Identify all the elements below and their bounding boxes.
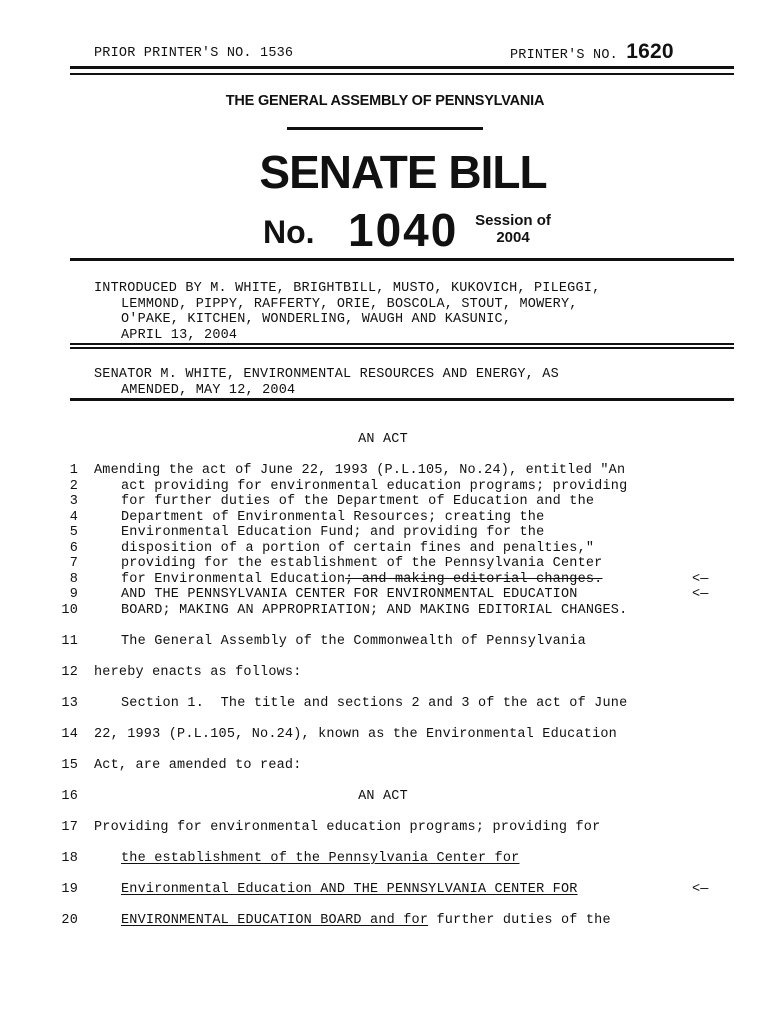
line-number: 7 <box>69 556 78 571</box>
amendment-arrow-icon: <— <box>692 587 709 602</box>
introduced-rule <box>70 343 734 345</box>
bill-line <box>121 882 578 897</box>
bill-line: Section 1. The title and sections 2 and 3 of the act of June <box>121 696 628 711</box>
committee-line: AMENDED, MAY 12, 2004 <box>121 382 296 398</box>
bill-line <box>121 851 519 866</box>
line-number: 12 <box>61 665 78 680</box>
bill-line: The General Assembly of the Commonwealth of Pennsylvania <box>121 634 586 649</box>
committee-rule <box>70 398 734 401</box>
assembly-title: THE GENERAL ASSEMBLY OF PENNSYLVANIA <box>225 93 545 109</box>
act-heading: AN ACT <box>358 432 408 447</box>
bill-line: Environmental Education Fund; and providing for the <box>121 525 545 540</box>
bill-line <box>121 913 611 928</box>
session-info <box>470 212 556 246</box>
line-number: 10 <box>61 603 78 618</box>
line-number: 20 <box>61 913 78 928</box>
printer-number-label: PRINTER'S NO. <box>510 48 618 63</box>
bill-line: Act, are amended to read: <box>94 758 302 773</box>
bill-line: Department of Environmental Resources; creating the <box>121 510 545 525</box>
bill-line: AN ACT <box>358 789 408 804</box>
bill-line: Amending the act of June 22, 1993 (P.L.105, No.24), entitled "An <box>94 463 626 478</box>
bill-line: 22, 1993 (P.L.105, No.24), known as the Environmental Education <box>94 727 617 742</box>
line-number: 11 <box>61 634 78 649</box>
bill-line: Providing for environmental education programs; providing for <box>94 820 601 835</box>
introduced-by <box>94 281 600 343</box>
line-number: 14 <box>61 727 78 742</box>
line-number: 6 <box>69 541 78 556</box>
bill-line: hereby enacts as follows: <box>94 665 302 680</box>
inserted-text: ENVIRONMENTAL EDUCATION BOARD and for <box>121 913 429 928</box>
header-rule-secondary <box>70 73 734 75</box>
bill-text: further duties of the <box>428 913 611 928</box>
line-number: 2 <box>69 479 78 494</box>
bill-number: 1040 <box>348 204 459 256</box>
prior-printer-number: PRIOR PRINTER'S NO. 1536 <box>94 46 294 61</box>
line-number: 5 <box>69 525 78 540</box>
bill-line <box>121 572 602 587</box>
bill-number-label: No. <box>263 214 315 250</box>
line-number: 4 <box>69 510 78 525</box>
session-year: 2004 <box>496 229 530 246</box>
amendment-arrow-icon: <— <box>692 882 709 897</box>
struck-text: ; and making editorial changes. <box>345 572 603 587</box>
line-number: 16 <box>61 789 78 804</box>
committee-info <box>94 367 559 398</box>
title-divider <box>287 127 483 130</box>
inserted-text: the establishment of the Pennsylvania Center for <box>121 851 520 866</box>
bill-type: SENATE BILL <box>259 146 547 198</box>
header-rule <box>70 66 734 69</box>
printer-number-value: 1620 <box>626 40 674 63</box>
bill-line: providing for the establishment of the Pennsylvania Center <box>121 556 603 571</box>
introduced-line: LEMMOND, PIPPY, RAFFERTY, ORIE, BOSCOLA, STOUT, MOWERY, <box>121 296 578 312</box>
line-number: 1 <box>69 463 78 478</box>
line-number: 15 <box>61 758 78 773</box>
line-number: 18 <box>61 851 78 866</box>
bill-line: for further duties of the Department of Education and the <box>121 494 595 509</box>
line-number: 13 <box>61 696 78 711</box>
title-rule <box>70 258 734 261</box>
committee-line: SENATOR M. WHITE, ENVIRONMENTAL RESOURCES AND ENERGY, AS <box>94 367 559 382</box>
bill-line: BOARD; MAKING AN APPROPRIATION; AND MAKING EDITORIAL CHANGES. <box>121 603 628 618</box>
bill-line: act providing for environmental education programs; providing <box>121 479 628 494</box>
bill-line: disposition of a portion of certain fines and penalties," <box>121 541 595 556</box>
bill-line: AND THE PENNSYLVANIA CENTER FOR ENVIRONMENTAL EDUCATION <box>121 587 578 602</box>
inserted-text: Environmental Education AND THE PENNSYLVANIA CENTER FOR <box>121 882 578 897</box>
introduced-line: APRIL 13, 2004 <box>121 327 238 343</box>
session-label: Session of <box>475 212 551 229</box>
line-number: 9 <box>69 587 78 602</box>
printer-number <box>510 40 674 64</box>
bill-text: for Environmental Education <box>121 572 346 587</box>
line-number: 17 <box>61 820 78 835</box>
line-number: 19 <box>61 882 78 897</box>
amendment-arrow-icon: <— <box>692 572 709 587</box>
introduced-line: INTRODUCED BY M. WHITE, BRIGHTBILL, MUSTO, KUKOVICH, PILEGGI, <box>94 281 601 296</box>
introduced-line: O'PAKE, KITCHEN, WONDERLING, WAUGH AND KASUNIC, <box>121 312 512 328</box>
line-number: 8 <box>69 572 78 587</box>
line-number: 3 <box>69 494 78 509</box>
